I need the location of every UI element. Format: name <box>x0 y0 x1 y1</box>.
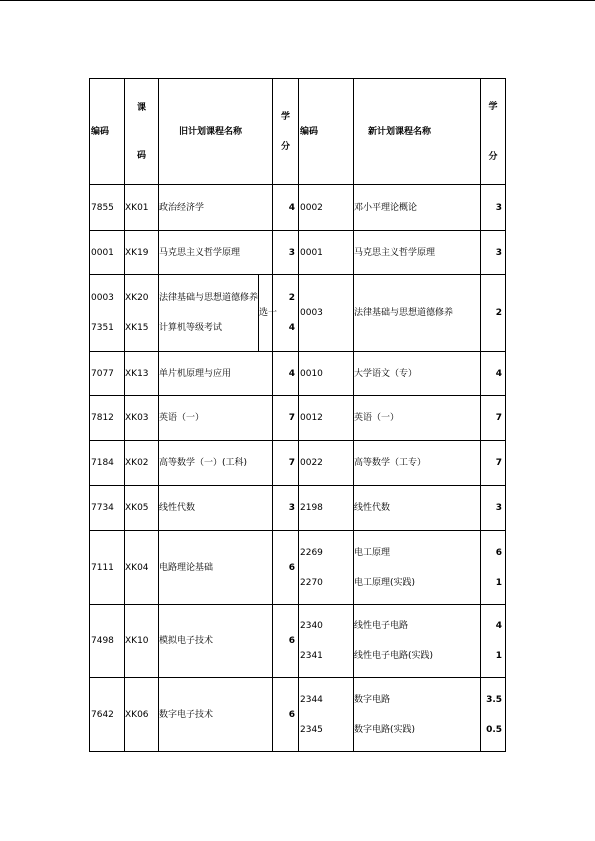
old-name-cell: 政治经济学 <box>159 185 273 231</box>
new-name-cell <box>354 678 481 752</box>
table-row-elective <box>90 275 506 352</box>
header-course-code-bottom: 码 <box>136 150 146 161</box>
credit-cell: 6 <box>273 605 299 678</box>
table-row <box>90 486 506 531</box>
header-new-credit <box>481 79 506 185</box>
top-rule <box>0 0 595 1</box>
new-name-cell: 邓小平理论概论 <box>354 185 481 231</box>
credit-cell: 7 <box>273 441 299 486</box>
credit-cell: 4 <box>273 185 299 231</box>
course-code-cell: XK03 <box>125 396 159 441</box>
credit-cell: 4 <box>273 352 299 396</box>
new-name-cell <box>354 531 481 605</box>
header-credit-top: 学 <box>280 111 290 122</box>
new-credit-b: 1 <box>495 577 503 588</box>
header-new-credit-bottom: 分 <box>488 151 498 162</box>
code-cell: 7812 <box>90 396 125 441</box>
code-cell: 7855 <box>90 185 125 231</box>
new-name-a: 线性电子电路 <box>354 621 409 631</box>
credit-b: 4 <box>288 323 295 333</box>
code-cell: 7498 <box>90 605 125 678</box>
new-credit-cell: 7 <box>481 441 506 486</box>
new-name-cell: 大学语文（专） <box>354 352 481 396</box>
new-credit-a: 3.5 <box>486 694 503 705</box>
new-name-b: 数字电路(实践) <box>354 724 416 735</box>
new-code-a: 2269 <box>300 547 323 558</box>
new-code-cell: 0010 <box>299 352 354 396</box>
table-header-row <box>90 79 506 185</box>
new-code-cell: 0002 <box>299 185 354 231</box>
table-row-split <box>90 531 506 605</box>
new-credit-cell <box>481 678 506 752</box>
course-code-cell: XK13 <box>125 352 159 396</box>
credit-cell: 6 <box>273 678 299 752</box>
old-name-cell <box>159 275 278 352</box>
new-credit-b: 1 <box>495 651 503 661</box>
table-row-split <box>90 605 506 678</box>
old-name-b: 计算机等级考试 <box>159 323 223 333</box>
old-name-a: 法律基础与思想道德修养 <box>159 293 259 303</box>
code-cell: 7184 <box>90 441 125 486</box>
course-code-cell: XK06 <box>125 678 159 752</box>
new-code-cell <box>299 531 354 605</box>
new-name-a: 电工原理 <box>354 547 391 558</box>
table-row <box>90 185 506 231</box>
credit-cell: 7 <box>273 396 299 441</box>
choose-one-label: 选一 <box>259 308 278 318</box>
new-credit-cell: 7 <box>481 396 506 441</box>
header-new-credit-top: 学 <box>488 101 498 112</box>
code-cell: 0001 <box>90 231 125 275</box>
course-code-cell <box>125 275 159 352</box>
code-b: 7351 <box>91 323 114 333</box>
course-code-cell: XK04 <box>125 531 159 605</box>
elective-options <box>159 275 259 351</box>
course-code-b: XK15 <box>125 323 149 333</box>
elective-group <box>159 275 278 351</box>
new-name-b: 电工原理(实践) <box>354 577 416 588</box>
new-credit-b: 0.5 <box>486 724 503 735</box>
new-name-cell <box>354 605 481 678</box>
new-credit-cell <box>481 605 506 678</box>
header-new-code: 编码 <box>299 79 354 185</box>
header-code: 编码 <box>90 79 125 185</box>
new-name-cell: 马克思主义哲学原理 <box>354 231 481 275</box>
old-name-cell: 英语（一） <box>159 396 273 441</box>
new-code-b: 2345 <box>300 724 323 735</box>
old-name-cell: 线性代数 <box>159 486 273 531</box>
old-name-cell: 单片机原理与应用 <box>159 352 273 396</box>
code-cell: 7734 <box>90 486 125 531</box>
credit-cell: 3 <box>273 486 299 531</box>
old-name-cell: 马克思主义哲学原理 <box>159 231 273 275</box>
new-code-cell <box>299 605 354 678</box>
new-code-b: 2341 <box>300 651 323 661</box>
header-new-name: 新计划课程名称 <box>354 79 481 185</box>
new-name-cell: 英语（一） <box>354 396 481 441</box>
course-mapping-table <box>89 78 506 752</box>
new-name-cell: 法律基础与思想道德修养 <box>354 275 481 352</box>
course-code-cell: XK10 <box>125 605 159 678</box>
new-code-b: 2270 <box>300 577 323 588</box>
credit-a: 2 <box>288 293 295 303</box>
course-code-a: XK20 <box>125 293 149 303</box>
new-code-a: 2344 <box>300 694 323 705</box>
table-row <box>90 352 506 396</box>
credit-cell: 6 <box>273 531 299 605</box>
code-cell: 7111 <box>90 531 125 605</box>
code-cell: 7642 <box>90 678 125 752</box>
course-code-cell: XK19 <box>125 231 159 275</box>
table-row-split <box>90 678 506 752</box>
table-row <box>90 396 506 441</box>
header-course-code-top: 课 <box>136 102 146 113</box>
header-credit-bottom: 分 <box>280 141 290 152</box>
new-name-b: 线性电子电路(实践) <box>354 651 434 661</box>
new-credit-cell <box>481 531 506 605</box>
new-name-a: 数字电路 <box>354 694 391 705</box>
table-row <box>90 441 506 486</box>
new-credit-cell: 3 <box>481 231 506 275</box>
new-credit-cell: 3 <box>481 185 506 231</box>
code-cell <box>90 275 125 352</box>
old-name-cell: 高等数学（一）(工科) <box>159 441 273 486</box>
old-name-cell: 数字电子技术 <box>159 678 273 752</box>
new-name-cell: 线性代数 <box>354 486 481 531</box>
old-name-cell: 电路理论基础 <box>159 531 273 605</box>
header-credit <box>273 79 299 185</box>
credit-cell: 3 <box>273 231 299 275</box>
new-credit-a: 4 <box>495 621 503 631</box>
new-credit-a: 6 <box>495 547 503 558</box>
course-code-cell: XK05 <box>125 486 159 531</box>
new-code-cell <box>299 678 354 752</box>
new-code-cell: 0001 <box>299 231 354 275</box>
code-a: 0003 <box>91 293 114 303</box>
new-credit-cell: 2 <box>481 275 506 352</box>
new-name-cell: 高等数学（工专） <box>354 441 481 486</box>
new-code-cell: 0012 <box>299 396 354 441</box>
header-course-code <box>125 79 159 185</box>
code-cell: 7077 <box>90 352 125 396</box>
new-code-cell: 2198 <box>299 486 354 531</box>
new-credit-cell: 4 <box>481 352 506 396</box>
course-code-cell: XK01 <box>125 185 159 231</box>
header-old-name: 旧计划课程名称 <box>159 79 273 185</box>
new-code-cell: 0022 <box>299 441 354 486</box>
course-code-cell: XK02 <box>125 441 159 486</box>
new-code-cell: 0003 <box>299 275 354 352</box>
new-code-a: 2340 <box>300 621 323 631</box>
old-name-cell: 模拟电子技术 <box>159 605 273 678</box>
new-credit-cell: 3 <box>481 486 506 531</box>
table-row <box>90 231 506 275</box>
